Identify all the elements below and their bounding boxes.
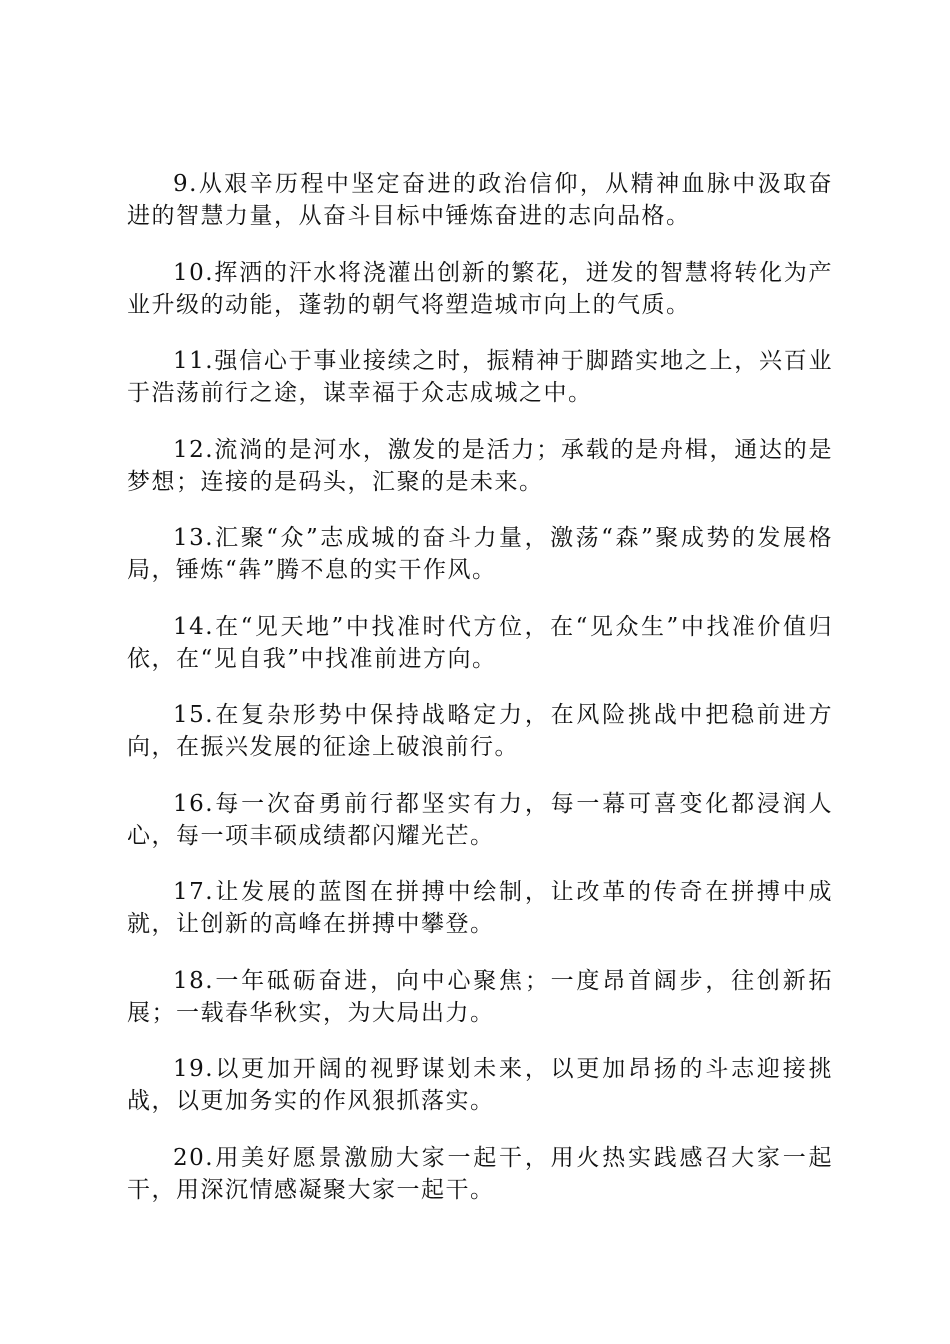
paragraph-11: 11.强信心于事业接续之时，振精神于脚踏实地之上，兴百业于浩荡前行之途，谋幸福于众志成城之中。 bbox=[127, 348, 833, 406]
paragraph-18: 18.一年砥砺奋进，向中心聚焦；一度昂首阔步，往创新拓展；一载春华秋实，为大局出力。 bbox=[127, 967, 833, 1026]
paragraph-17: 17.让发展的蓝图在拼搏中绘制，让改革的传奇在拼搏中成就，让创新的高峰在拼搏中攀登。 bbox=[127, 879, 833, 937]
paragraph-15: 15.在复杂形势中保持战略定力，在风险挑战中把稳前进方向，在振兴发展的征途上破浪前行。 bbox=[127, 702, 833, 760]
paragraph-10: 10.挥洒的汗水将浇灌出创新的繁花，迸发的智慧将转化为产业升级的动能，蓬勃的朝气将塑造城市向上的气质。 bbox=[127, 259, 833, 318]
paragraph-12: 12.流淌的是河水，激发的是活力；承载的是舟楫，通达的是梦想；连接的是码头，汇聚的是未来。 bbox=[127, 436, 833, 495]
document-body bbox=[127, 168, 833, 1230]
paragraph-14: 14.在“见天地”中找准时代方位，在“见众生”中找准价值归依，在“见自我”中找准前进方向。 bbox=[127, 613, 833, 672]
paragraph-20: 20.用美好愿景激励大家一起干，用火热实践感召大家一起干，用深沉情感凝聚大家一起干。 bbox=[127, 1144, 833, 1203]
paragraph-9: 9.从艰辛历程中坚定奋进的政治信仰，从精神血脉中汲取奋进的智慧力量，从奋斗目标中锤炼奋进的志向品格。 bbox=[127, 171, 833, 229]
paragraph-19: 19.以更加开阔的视野谋划未来，以更加昂扬的斗志迎接挑战，以更加务实的作风狠抓落实。 bbox=[127, 1056, 833, 1114]
paragraph-13: 13.汇聚“众”志成城的奋斗力量，激荡“森”聚成势的发展格局，锤炼“犇”腾不息的实干作风。 bbox=[127, 525, 833, 583]
paragraph-16: 16.每一次奋勇前行都坚实有力，每一幕可喜变化都浸润人心，每一项丰硕成绩都闪耀光芒。 bbox=[127, 790, 833, 849]
